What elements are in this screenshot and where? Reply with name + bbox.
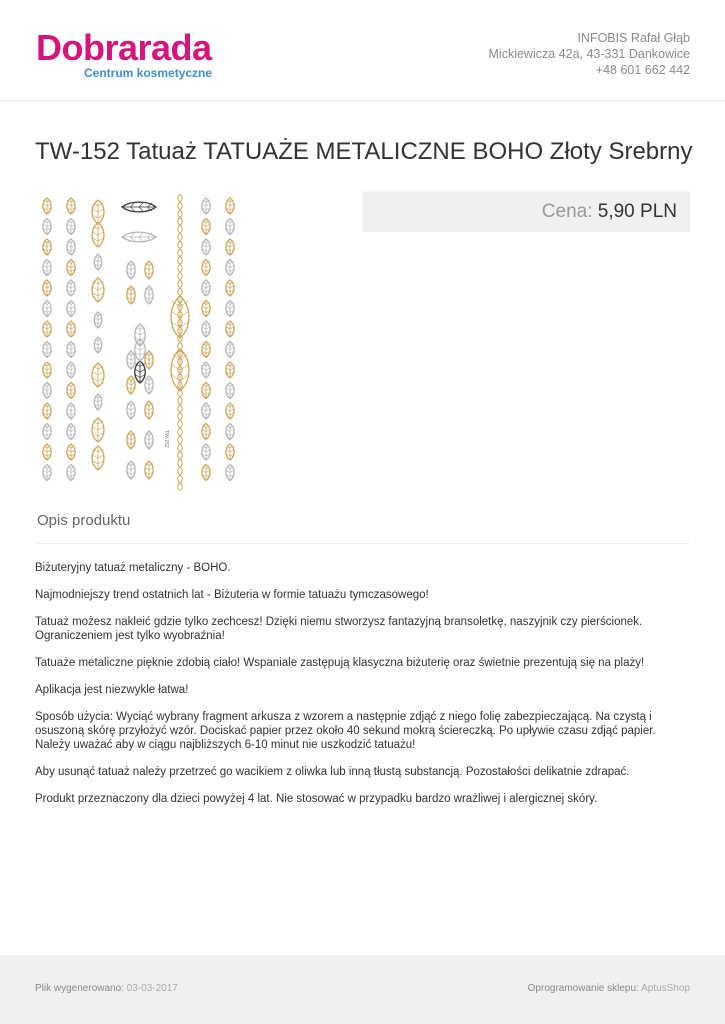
shop-contact-info bbox=[489, 30, 690, 78]
description-paragraph: Biżuteryjny tatuaż metaliczny - BOHO. bbox=[35, 562, 231, 574]
product-title: TW-152 Tatuaż TATUAŻE METALICZNE BOHO Złoty Srebrny bbox=[35, 138, 693, 165]
price-value: 5,90 PLN bbox=[597, 201, 677, 222]
software-link[interactable]: AptusShop bbox=[641, 983, 690, 994]
logo-sub-text: Centrum kosmetyczne bbox=[84, 66, 213, 80]
description-paragraph: Najmodniejszy trend ostatnich lat - Biżuteria w formie tatuażu tymczasowego! bbox=[35, 589, 429, 601]
description-paragraph: Tatuaż możesz nakleić gdzie tylko zechcesz! Dzięki niemu stworzysz fantazyjną bransoletkę, naszyjnik czy pierścionek. Ograniczeniem jest tylko wyobraźnia! bbox=[35, 616, 643, 642]
logo[interactable] bbox=[36, 28, 212, 80]
product-image bbox=[35, 190, 245, 495]
company-address: Mickiewicza 42a, 43-331 Dankowice bbox=[488, 47, 690, 61]
description-paragraph: Tatuaże metaliczne pięknie zdobią ciało! Wspaniale zastępują klasyczna biżuterię oraz świetnie prezentują się na plaży! bbox=[35, 657, 645, 669]
software-info bbox=[528, 983, 690, 994]
software-label: Oprogramowanie sklepu: bbox=[527, 983, 639, 994]
product-description bbox=[35, 561, 690, 819]
description-paragraph: Produkt przeznaczony dla dzieci powyżej 4 lat. Nie stosować w przypadku bardzo wrażliwej i alergicznej skóry. bbox=[35, 793, 598, 805]
page-header bbox=[0, 0, 725, 101]
logo-main-text: Dobrarada bbox=[36, 27, 212, 68]
company-name: INFOBIS Rafał Głąb bbox=[577, 31, 690, 45]
page-footer bbox=[0, 955, 725, 1024]
generated-date: 03-03-2017 bbox=[126, 983, 178, 994]
price-box bbox=[362, 191, 690, 232]
company-phone: +48 601 662 442 bbox=[595, 63, 690, 77]
price-label: Cena: bbox=[541, 201, 593, 222]
description-paragraph: Aby usunąć tatuaż należy przetrzeć go wacikiem z oliwka lub inną tłustą substancją. Pozostałości delikatnie zdrapać. bbox=[35, 766, 630, 778]
generated-info bbox=[35, 983, 178, 994]
tattoo-code-label: TW-152 bbox=[163, 430, 169, 448]
description-heading-text: Opis produktu bbox=[37, 512, 131, 529]
description-paragraph: Aplikacja jest niezwykle łatwa! bbox=[35, 684, 189, 696]
description-paragraph: Sposób użycia: Wyciąć wybrany fragment arkusza z wzorem a następnie zdjąć z niego folię zabezpieczającą. Na czystą i osuszoną skórę przyłożyć wzór. Dociskać papier przez około 40 sekund mokrą ściereczką. Po upływie czasu zdjąć papier. Należy uważać aby w ciągu najbliższych 6-10 minut nie uszkodzić tatuażu! bbox=[35, 711, 656, 751]
generated-label: Plik wygenerowano: bbox=[35, 983, 124, 994]
tattoo-sheet-image bbox=[35, 190, 245, 495]
description-heading bbox=[35, 512, 690, 544]
